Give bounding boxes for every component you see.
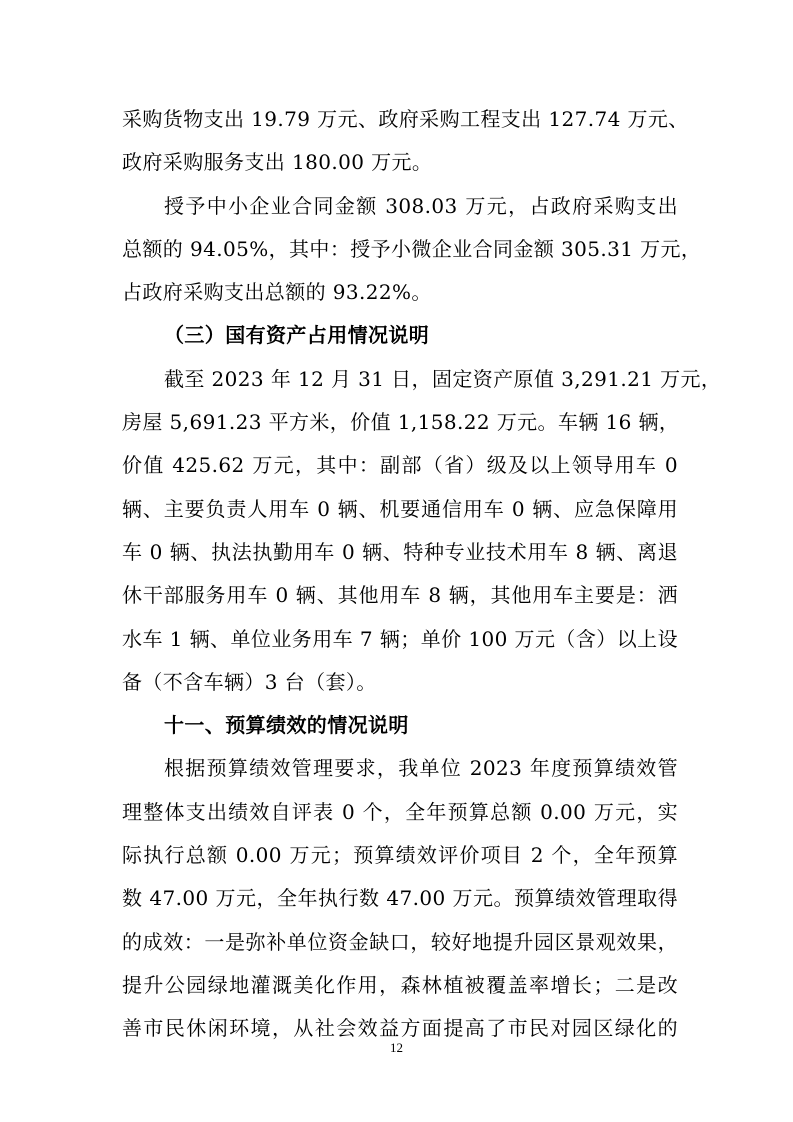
body-text-line: 价值 425.62 万元，其中：副部（省）级及以上领导用车 0 bbox=[122, 453, 678, 478]
body-text-line: 辆、主要负责人用车 0 辆、机要通信用车 0 辆、应急保障用 bbox=[122, 496, 678, 521]
paragraph-first-line: 根据预算绩效管理要求，我单位 2023 年度预算绩效管 bbox=[164, 756, 678, 781]
body-text-line: 水车 1 辆、单位业务用车 7 辆；单价 100 万元（含）以上设 bbox=[122, 626, 678, 651]
body-text-line: 采购货物支出 19.79 万元、政府采购工程支出 127.74 万元、 bbox=[122, 107, 689, 131]
body-text-line: 际执行总额 0.00 万元；预算绩效评价项目 2 个，全年预算 bbox=[122, 843, 678, 868]
page-number: 12 bbox=[390, 1040, 403, 1055]
section-heading: （三）国有资产占用情况说明 bbox=[164, 323, 430, 348]
body-text-line: 理整体支出绩效自评表 0 个，全年预算总额 0.00 万元，实 bbox=[122, 799, 678, 824]
body-text-line: 房屋 5,691.23 平方米，价值 1,158.22 万元。车辆 16 辆， bbox=[122, 410, 680, 435]
body-text-line: 提升公园绿地灌溉美化作用，森林植被覆盖率增长；二是改 bbox=[122, 972, 678, 997]
body-text-line: 休干部服务用车 0 辆、其他用车 8 辆，其他用车主要是：洒 bbox=[122, 583, 678, 608]
document-body bbox=[122, 98, 722, 1051]
body-text-line: 数 47.00 万元，全年执行数 47.00 万元。预算绩效管理取得 bbox=[122, 886, 678, 911]
paragraph-first-line: 授予中小企业合同金额 308.03 万元，占政府采购支出 bbox=[164, 193, 678, 218]
paragraph-first-line: 截至 2023 年 12 月 31 日，固定资产原值 3,291.21 万元， bbox=[164, 366, 722, 391]
body-text-line: 备（不含车辆）3 台（套）。 bbox=[122, 669, 377, 694]
body-text-line: 的成效：一是弥补单位资金缺口，较好地提升园区景观效果， bbox=[122, 929, 678, 954]
body-text-line: 车 0 辆、执法执勤用车 0 辆、特种专业技术用车 8 辆、离退 bbox=[122, 539, 678, 564]
body-text-line: 占政府采购支出总额的 93.22%。 bbox=[122, 280, 432, 305]
body-text-line: 善市民休闲环境，从社会效益方面提高了市民对园区绿化的 bbox=[122, 1016, 678, 1041]
body-text-line: 总额的 94.05%，其中：授予小微企业合同金额 305.31 万元， bbox=[122, 236, 702, 261]
section-heading: 十一、预算绩效的情况说明 bbox=[164, 713, 409, 738]
body-text-line: 政府采购服务支出 180.00 万元。 bbox=[122, 150, 433, 175]
